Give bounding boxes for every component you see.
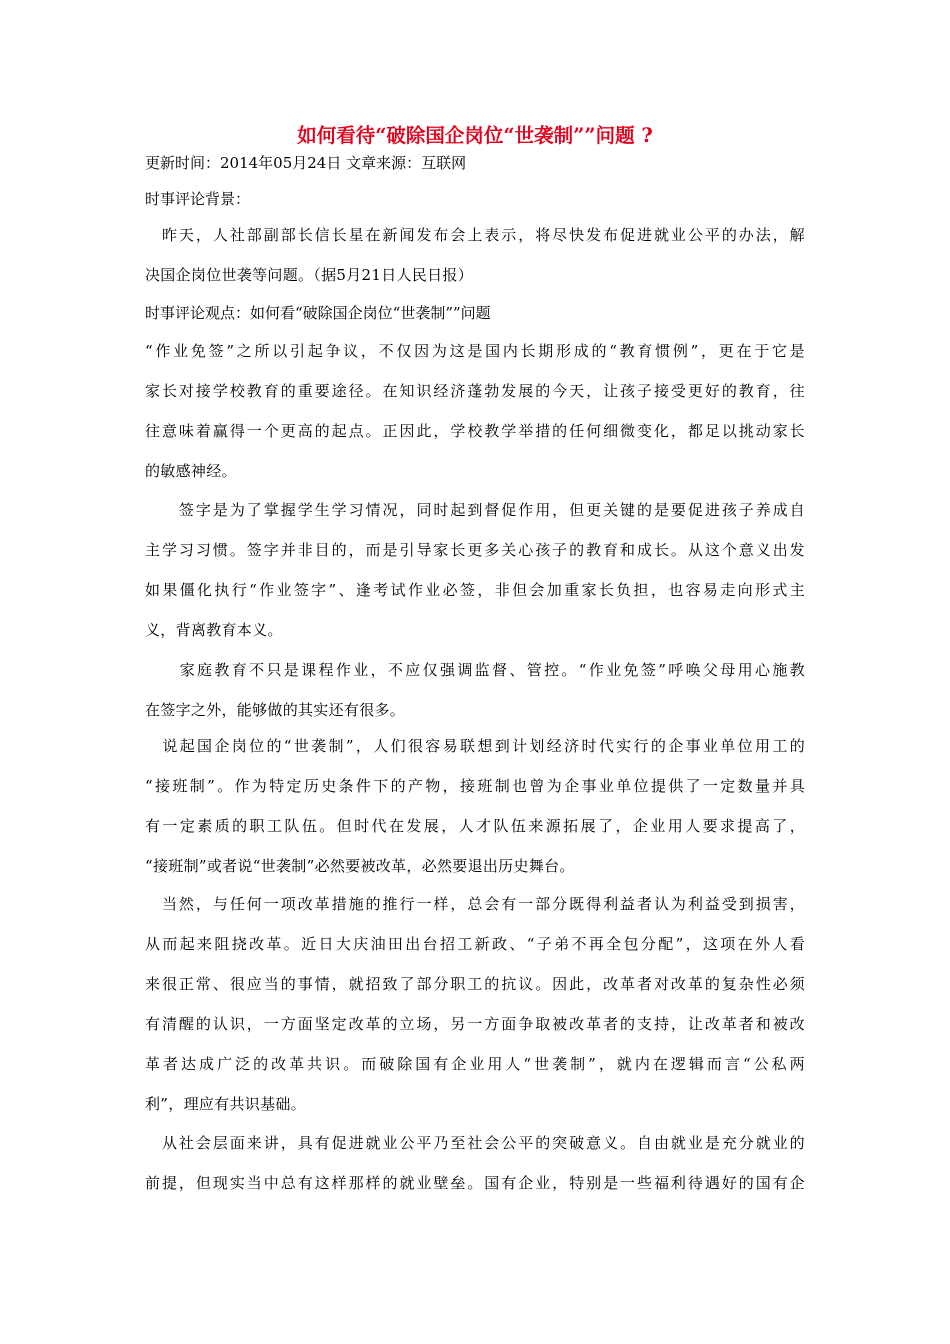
text-line: 从社会层面来讲，具有促进就业公平乃至社会公平的突破意义。自由就业是充分就业的 bbox=[145, 1134, 805, 1152]
text-line: “作业免签”之所以引起争议，不仅因为这是国内长期形成的“教育惯例”，更在于它是 bbox=[145, 342, 805, 360]
text-line: 当然，与任何一项改革措施的推行一样，总会有一部分既得利益者认为利益受到损害， bbox=[145, 895, 805, 913]
paragraph-3 bbox=[145, 650, 805, 730]
text-line: 如果僵化执行“作业签字”、逢考试作业必签，非但会加重家长负担，也容易走向形式主 bbox=[145, 581, 805, 599]
text-line: 来很正常、很应当的事情，就招致了部分职工的抗议。因此，改革者对改革的复杂性必须 bbox=[145, 975, 805, 993]
update-info: 更新时间：2014年05月24日 文章来源：互联网 bbox=[145, 154, 467, 172]
text-line: 有一定素质的职工队伍。但时代在发展，人才队伍来源拓展了，企业用人要求提高了， bbox=[145, 817, 805, 835]
paragraph-4 bbox=[145, 726, 805, 886]
text-line: 主学习习惯。签字并非目的，而是引导家长更多关心孩子的教育和成长。从这个意义出发 bbox=[145, 541, 805, 559]
paragraph-2 bbox=[145, 490, 805, 650]
text-line: 的敏感神经。 bbox=[145, 462, 237, 480]
text-line: 家庭教育不只是课程作业，不应仅强调监督、管控。“作业免签”呼唤父母用心施教 bbox=[145, 661, 805, 679]
text-line: 说起国企岗位的“世袭制”，人们很容易联想到计划经济时代实行的企事业单位用工的 bbox=[145, 737, 805, 755]
text-line: 往意味着赢得一个更高的起点。正因此，学校教学举措的任何细微变化，都足以挑动家长 bbox=[145, 422, 805, 440]
text-line: 义，背离教育本义。 bbox=[145, 621, 283, 639]
text-line: “接班制”。作为特定历史条件下的产物，接班制也曾为企事业单位提供了一定数量并具 bbox=[145, 777, 805, 795]
text-line: 在签字之外，能够做的其实还有很多。 bbox=[145, 701, 406, 719]
article-title: 如何看待“破除国企岗位“世袭制””问题 ? bbox=[297, 124, 653, 147]
background-label: 时事评论背景： bbox=[145, 190, 251, 208]
paragraph-5 bbox=[145, 884, 805, 1124]
text-line: 利”，理应有共识基础。 bbox=[145, 1095, 306, 1113]
text-line: 有清醒的认识，一方面坚定改革的立场，另一方面争取被改革者的支持，让改革者和被改 bbox=[145, 1015, 805, 1033]
paragraph-1 bbox=[145, 331, 805, 491]
text-line: 昨天，人社部副部长信长星在新闻发布会上表示，将尽快发布促进就业公平的办法，解 bbox=[145, 226, 805, 244]
text-line: 家长对接学校教育的重要途径。在知识经济蓬勃发展的今天，让孩子接受更好的教育，往 bbox=[145, 382, 805, 400]
text-line: 前提，但现实当中总有这样那样的就业壁垒。国有企业，特别是一些福利待遇好的国有企 bbox=[145, 1174, 805, 1192]
background-paragraph bbox=[145, 215, 805, 295]
text-line: 签字是为了掌握学生学习情况，同时起到督促作用，但更关键的是要促进孩子养成自 bbox=[145, 501, 805, 519]
text-line: 决国企岗位世袭等问题。（据5月21日人民日报） bbox=[145, 266, 474, 284]
text-line: 革者达成广泛的改革共识。而破除国有企业用人“世袭制”，就内在逻辑而言“公私两 bbox=[145, 1055, 805, 1073]
text-line: “接班制”或者说“世袭制”必然要被改革，必然要退出历史舞台。 bbox=[145, 857, 575, 875]
paragraph-6 bbox=[145, 1123, 805, 1203]
text-line: 从而起来阻挠改革。近日大庆油田出台招工新政、“子弟不再全包分配”，这项在外人看 bbox=[145, 935, 805, 953]
viewpoint-label: 时事评论观点：如何看“破除国企岗位“世袭制””问题 bbox=[145, 304, 491, 322]
